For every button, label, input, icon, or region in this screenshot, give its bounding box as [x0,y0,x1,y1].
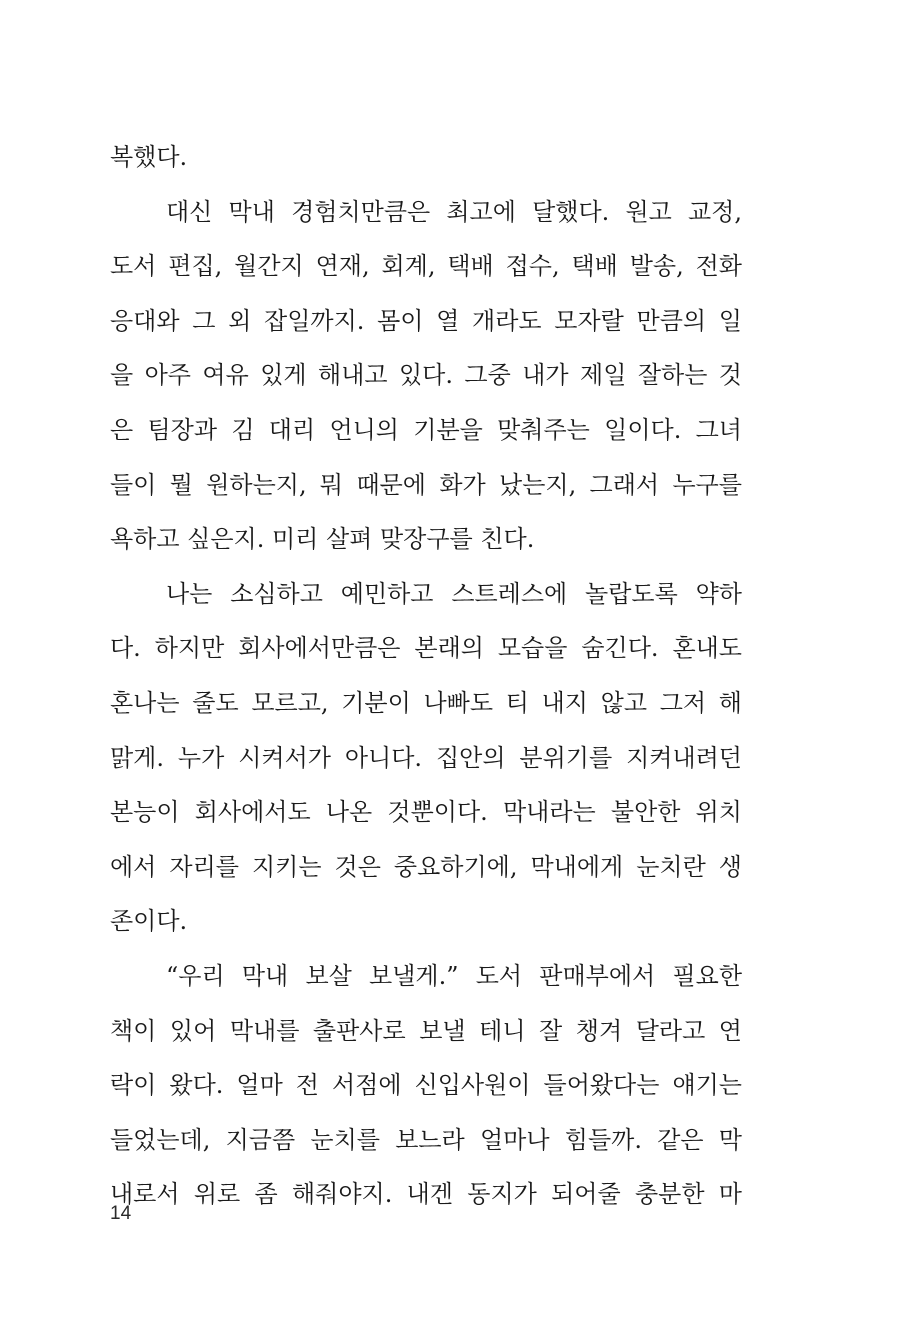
text-line: 혼나는 줄도 모르고, 기분이 나빠도 티 내지 않고 그저 해 [110,688,742,717]
text-line: 응대와 그 외 잡일까지. 몸이 열 개라도 모자랄 만큼의 일 [110,306,742,335]
paragraph-first-line: 나는 소심하고 예민하고 스트레스에 놀랍도록 약하 [166,579,742,608]
page-number: 14 [110,1203,132,1224]
text-line: 락이 왔다. 얼마 전 서점에 신입사원이 들어왔다는 얘기는 [110,1071,742,1100]
text-line: 본능이 회사에서도 나온 것뿐이다. 막내라는 불안한 위치 [110,798,742,827]
text-line: 책이 있어 막내를 출판사로 보낼 테니 잘 챙겨 달라고 연 [110,1016,742,1045]
text-line: 욕하고 싶은지. 미리 살펴 맞장구를 친다. [110,525,535,554]
text-line: 을 아주 여유 있게 해내고 있다. 그중 내가 제일 잘하는 것 [110,361,742,390]
body-text [110,130,742,1222]
text-line: 들이 뭘 원하는지, 뭐 때문에 화가 났는지, 그래서 누구를 [110,470,742,499]
text-line: 존이다. [110,907,188,936]
text-line: 에서 자리를 지키는 것은 중요하기에, 막내에게 눈치란 생 [110,852,742,881]
paragraph-first-line: “우리 막내 보살 보낼게.” 도서 판매부에서 필요한 [166,961,742,990]
text-line: 내로서 위로 좀 해줘야지. 내겐 동지가 되어줄 충분한 마 [110,1180,742,1209]
text-line: 은 팀장과 김 대리 언니의 기분을 맞춰주는 일이다. 그녀 [110,415,742,444]
text-line: 맑게. 누가 시켜서가 아니다. 집안의 분위기를 지켜내려던 [110,743,742,772]
text-line: 복했다. [110,143,188,171]
text-line: 들었는데, 지금쯤 눈치를 보느라 얼마나 힘들까. 같은 막 [110,1125,742,1154]
text-line: 다. 하지만 회사에서만큼은 본래의 모습을 숨긴다. 혼내도 [110,634,742,663]
paragraph-first-line: 대신 막내 경험치만큼은 최고에 달했다. 원고 교정, [166,197,742,226]
text-line: 도서 편집, 월간지 연재, 회계, 택배 접수, 택배 발송, 전화 [110,252,742,281]
